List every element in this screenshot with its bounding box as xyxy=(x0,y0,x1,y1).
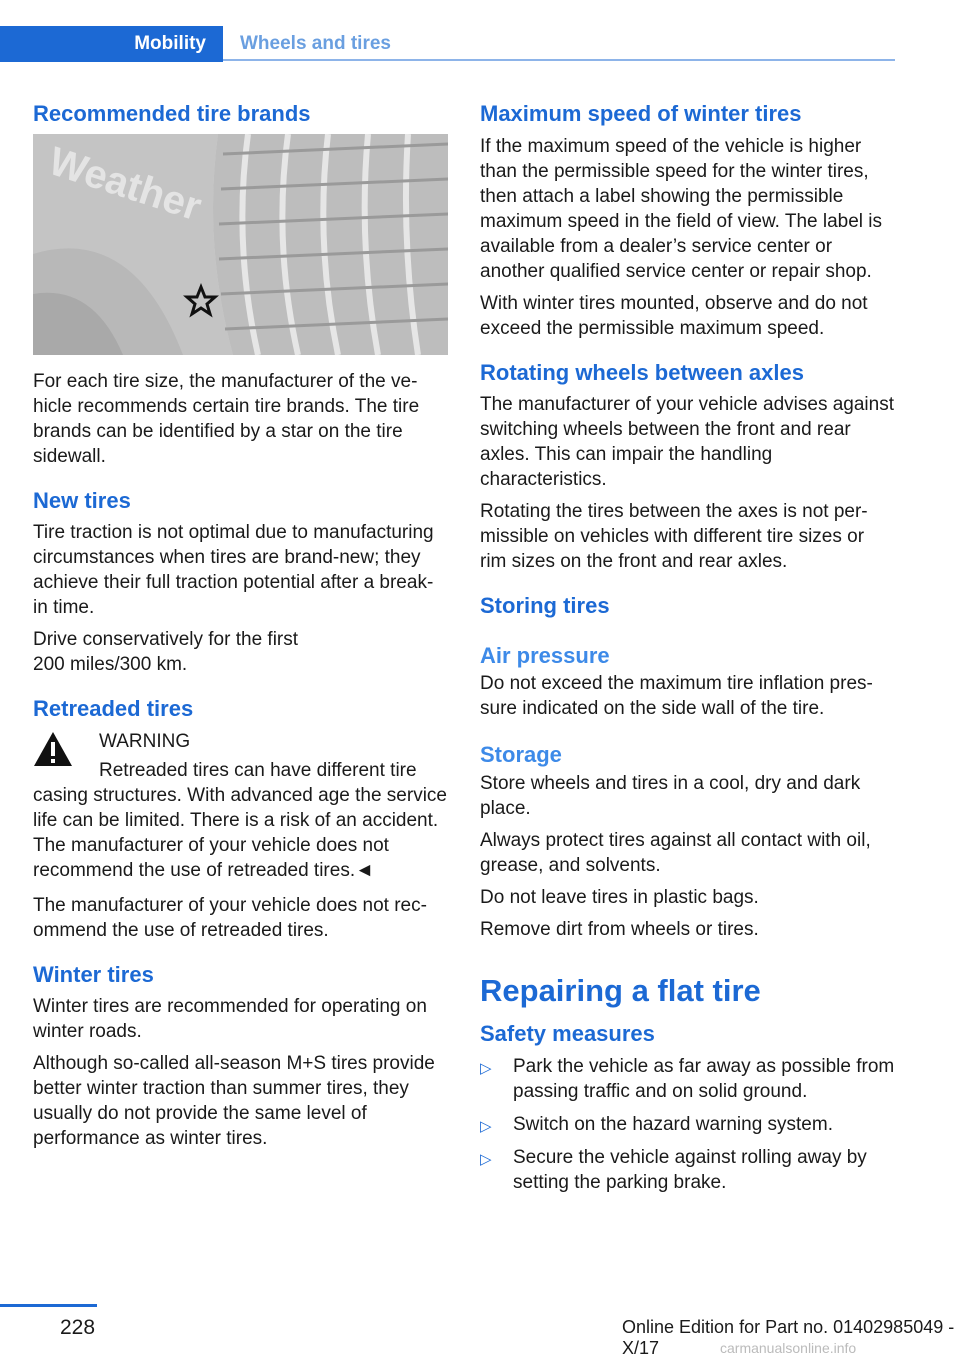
heading-safety-measures: Safety measures xyxy=(480,1021,655,1047)
warning-title: WARNING xyxy=(99,730,191,752)
section-rotating-wheels xyxy=(480,359,895,575)
heading-new-tires: New tires xyxy=(33,487,131,513)
heading-retreaded-tires: Retreaded tires xyxy=(33,696,194,721)
heading-storage: Storage xyxy=(480,742,562,767)
warning-triangle-icon xyxy=(33,731,73,767)
retreaded-p1: The manufacturer of your vehicle does not recommend the use of retreaded tires. xyxy=(33,894,427,941)
heading-rotating-wheels: Rotating wheels between axles xyxy=(480,359,804,385)
edition-note: Online Edition for Part no. 01402985049 - X/17 xyxy=(622,1317,955,1358)
max-speed-p1: If the maximum speed of the vehicle is higher than the permissible speed for the winter tires, then attach a label showing the permissible maximum speed in the field of view. The label is available from a dealer’s service center or another qualified service center or repair shop. xyxy=(480,135,883,282)
list-item-text: Switch on the hazard warning system. xyxy=(513,1113,833,1135)
storage-p2: Always protect tires against all contact with oil, grease, and solvents. xyxy=(480,829,871,876)
storage-p4: Remove dirt from wheels or tires. xyxy=(480,918,759,940)
chapter-tabs xyxy=(0,26,895,62)
winter-p2: Although so-called all-season M+S tires provide better winter traction than summer tires, they usually do not provide the same level of performance as winter tires. xyxy=(33,1053,435,1149)
heading-recommended-tire-brands: Recommended tire brands xyxy=(33,101,311,126)
max-speed-p2: With winter tires mounted, observe and do not exceed the permissible maximum speed. xyxy=(480,292,868,339)
section-repairing-flat-tire xyxy=(480,972,895,1195)
storage-p3: Do not leave tires in plastic bags. xyxy=(480,886,759,908)
section-new-tires xyxy=(33,487,448,678)
page-number: 228 xyxy=(60,1316,96,1339)
heading-storing-tires: Storing tires xyxy=(480,593,610,618)
heading-max-speed-winter: Maximum speed of winter tires xyxy=(480,101,802,126)
tire-sidewall-star-image xyxy=(33,134,448,355)
new-tires-p2 xyxy=(33,627,448,677)
right-column xyxy=(480,100,895,1213)
tab-wheels-and-tires[interactable]: Wheels and tires xyxy=(240,33,391,54)
section-max-speed-winter xyxy=(480,100,895,341)
list-item-text: Park the vehicle as far away as possible from passing traffic and on solid ground. xyxy=(513,1055,895,1102)
tab-mobility[interactable]: Mobility xyxy=(0,26,223,62)
heading-air-pressure: Air pressure xyxy=(480,642,610,668)
new-tires-p2-line1: Drive conservatively for the first xyxy=(33,629,299,650)
list-item-text: Secure the vehicle against rolling away by setting the parking brake. xyxy=(513,1146,867,1193)
left-column xyxy=(33,100,448,1169)
recommended-body: For each tire size, the manufacturer of the vehicle recommends certain tire brands. The tire brands can be identified by a star on the tire sidewall. xyxy=(33,370,420,467)
winter-p1: Winter tires are recommended for operating on winter roads. xyxy=(33,996,427,1042)
air-pressure-p1: Do not exceed the maximum tire inflation pressure indicated on the side wall of the tire. xyxy=(480,673,873,719)
list-item xyxy=(480,1112,895,1137)
heading-repairing-flat-tire: Repairing a flat tire xyxy=(480,972,761,1008)
bullet-triangle-icon: ▷ xyxy=(480,1059,492,1077)
rotating-p2: Rotating the tires between the axes is not permissible on vehicles with different tire sizes or rim sizes on the front and rear axles. xyxy=(480,501,868,572)
watermark: carmanualsonline.info xyxy=(720,1340,857,1356)
section-retreaded-tires xyxy=(33,695,448,943)
list-item xyxy=(480,1054,895,1104)
warning-body: Retreaded tires can have different tire casing structures. With advanced age the service life can be limited. There is a risk of an accident. The manufacturer of your vehicle does not recommend the use of retreaded tires.◄ xyxy=(33,759,447,881)
bullet-triangle-icon: ▷ xyxy=(480,1117,492,1135)
sidewall-embossed-text: Weather xyxy=(43,138,207,229)
new-tires-p2-line2: 200 miles/300 km. xyxy=(33,654,188,675)
list-item xyxy=(480,1145,895,1195)
safety-measures-list xyxy=(480,1054,895,1195)
rotating-p1: The manufacturer of your vehicle advises against switching wheels between the front and rear axles. This can impair the handling characteristics. xyxy=(480,394,894,490)
footer-rule xyxy=(0,1304,97,1307)
heading-winter-tires: Winter tires xyxy=(33,961,154,987)
warning-box xyxy=(33,729,448,883)
section-storing-tires xyxy=(480,592,895,942)
header-rule xyxy=(223,59,895,61)
bullet-triangle-icon: ▷ xyxy=(480,1150,492,1168)
section-recommended-tire-brands xyxy=(33,100,448,469)
new-tires-p1: Tire traction is not optimal due to manufacturing circumstances when tires are brand-new; they achieve their full traction potential after a break-in time. xyxy=(33,522,434,618)
section-winter-tires xyxy=(33,961,448,1152)
storage-p1: Store wheels and tires in a cool, dry and dark place. xyxy=(480,772,861,819)
